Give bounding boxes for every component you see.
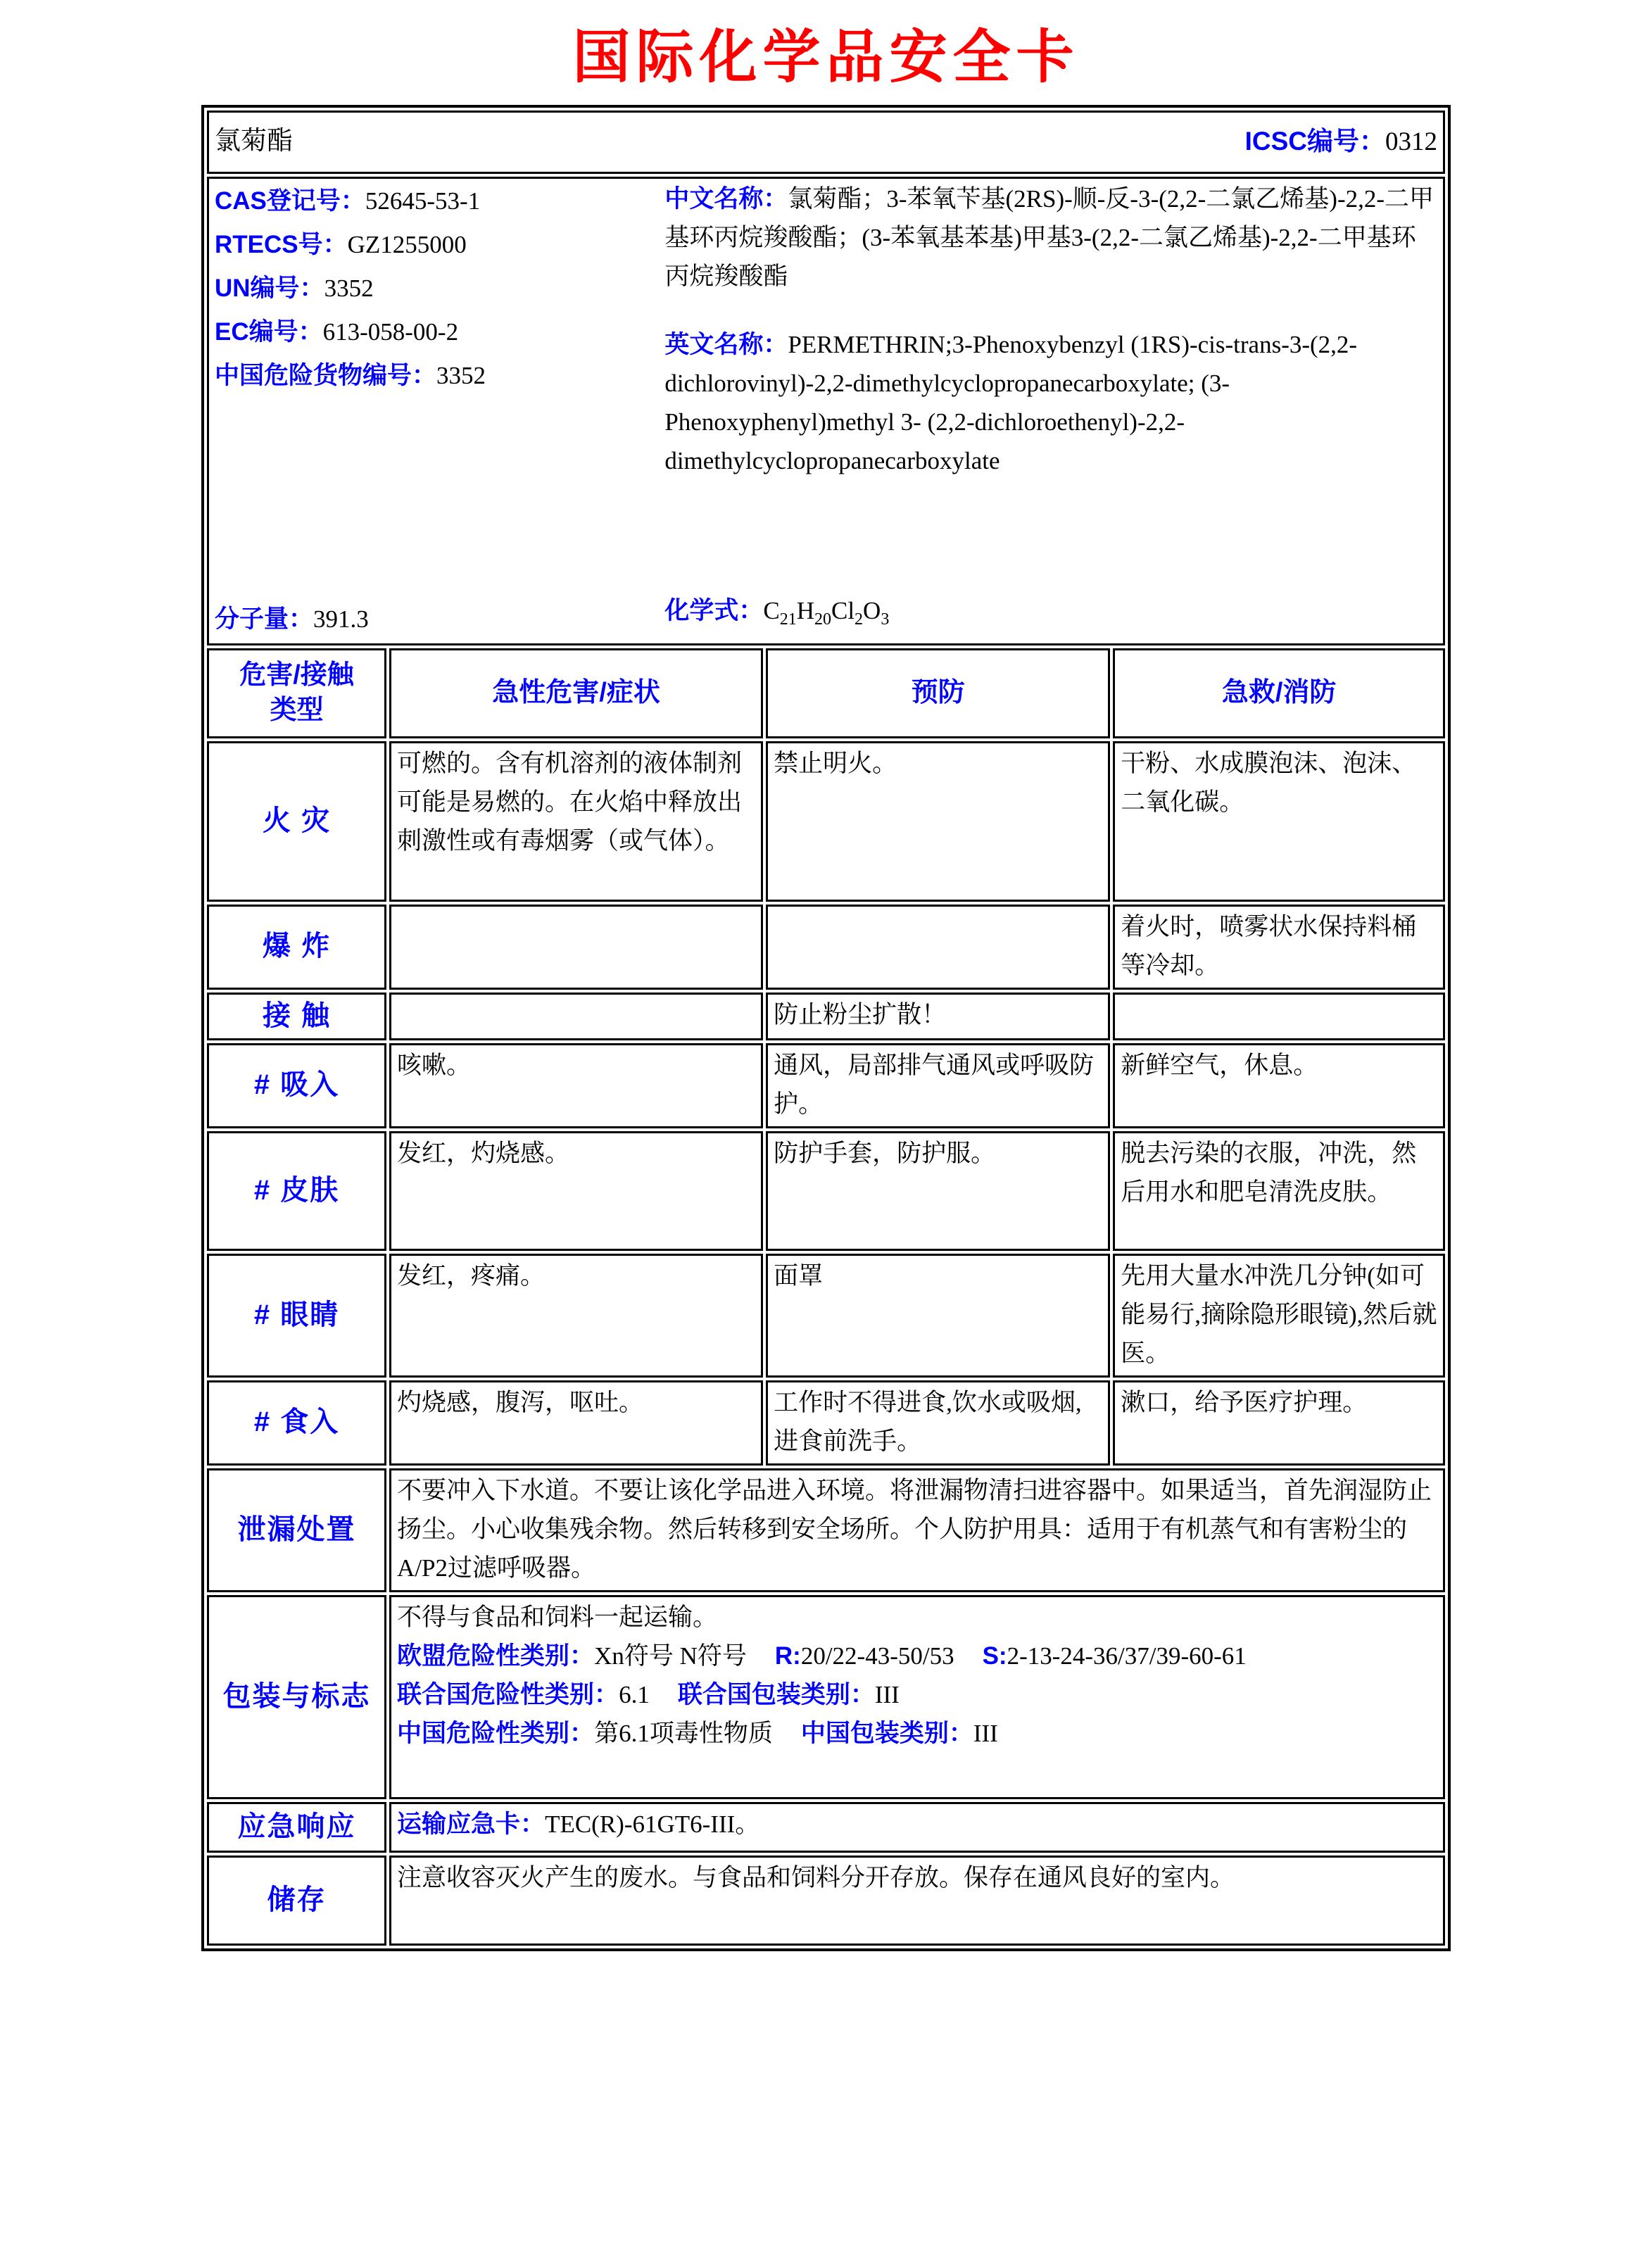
s-phrases-label: S: <box>982 1642 1007 1670</box>
chemical-formula-line <box>664 590 1437 641</box>
inhalation-prevention: 通风，局部排气通风或呼吸防护。 <box>766 1043 1110 1128</box>
eyes-label: # 眼睛 <box>207 1254 386 1378</box>
ingestion-symptoms: 灼烧感，腹泻，呕吐。 <box>389 1380 763 1466</box>
cas-label: CAS登记号： <box>215 187 365 215</box>
cas-value: 52645-53-1 <box>365 187 481 215</box>
hazard-row-ingestion <box>207 1380 1445 1466</box>
rtecs-value: GZ1255000 <box>347 231 467 258</box>
names-block <box>664 179 1437 641</box>
hazard-type-header: 危害/接触 类型 <box>207 648 386 738</box>
skin-first-aid: 脱去污染的衣服，冲洗，然后用水和肥皂清洗皮肤。 <box>1113 1131 1445 1251</box>
skin-label: # 皮肤 <box>207 1131 386 1251</box>
china-hazard-class-value: 第6.1项毒性物质 <box>594 1720 773 1747</box>
un-value: 3352 <box>324 275 374 302</box>
china-dg-label: 中国危险货物编号： <box>215 362 437 389</box>
china-packing-group-label: 中国包装类别： <box>800 1720 973 1747</box>
spill-disposal-label: 泄漏处置 <box>207 1468 386 1592</box>
skin-symptoms: 发红，灼烧感。 <box>389 1131 763 1251</box>
ingestion-prevention: 工作时不得进食,饮水或吸烟,进食前洗手。 <box>766 1380 1110 1466</box>
inhalation-first-aid: 新鲜空气，休息。 <box>1113 1043 1445 1128</box>
packaging-content <box>389 1595 1445 1799</box>
china-dg-number-line <box>215 354 655 398</box>
transport-emergency-card-value: TEC(R)-61GT6-III。 <box>545 1810 760 1838</box>
molecular-weight-line <box>215 598 655 641</box>
r-phrases-value: 20/22-43-50/53 <box>800 1642 954 1670</box>
spill-disposal-row <box>207 1468 1445 1592</box>
china-hazard-class-label: 中国危险性类别： <box>397 1720 595 1747</box>
hazard-row-eyes <box>207 1254 1445 1378</box>
s-phrases-value: 2-13-24-36/37/39-60-61 <box>1007 1642 1247 1670</box>
icsc-number <box>1245 122 1437 161</box>
eyes-first-aid: 先用大量水冲洗几分钟(如可能易行,摘除隐形眼镜),然后就医。 <box>1113 1254 1445 1378</box>
ec-number-line <box>215 310 655 354</box>
identifiers-cell <box>207 177 1445 645</box>
icsc-value: 0312 <box>1385 127 1437 156</box>
prevention-header: 预防 <box>766 648 1110 738</box>
un-classification-line <box>397 1675 1437 1714</box>
un-packing-group-value: III <box>874 1681 900 1708</box>
skin-prevention: 防护手套，防护服。 <box>766 1131 1110 1251</box>
ingestion-label: # 食入 <box>207 1380 386 1466</box>
ec-label: EC编号： <box>215 318 323 346</box>
inhalation-label: # 吸入 <box>207 1043 386 1128</box>
page-title: 国际化学品安全卡 <box>572 25 1080 89</box>
header-cell <box>207 111 1445 174</box>
explosion-prevention <box>766 905 1110 990</box>
header-row <box>207 111 1445 174</box>
hazard-row-exposure <box>207 993 1445 1040</box>
english-name-block <box>664 325 1437 480</box>
storage-row <box>207 1856 1445 1946</box>
eu-classification-line <box>397 1637 1437 1675</box>
rtecs-label: RTECS号： <box>215 231 348 258</box>
un-number-line <box>215 267 655 310</box>
hazard-row-skin <box>207 1131 1445 1251</box>
english-name-label: 英文名称： <box>664 331 788 358</box>
china-packing-group-value: III <box>973 1720 998 1747</box>
emergency-response-label: 应急响应 <box>207 1802 386 1853</box>
english-name-value: PERMETHRIN;3-Phenoxybenzyl (1RS)-cis-trans-3-(2,2-dichlorovinyl)-2,2-dimethylcyclopropanecarboxylate; (3-Phenoxyphenyl)methyl 3- (2,2-dichloroethenyl)-2,2-dimethylcyclopropanecarboxylate <box>664 331 1358 474</box>
formula-label: 化学式： <box>664 597 764 624</box>
explosion-first-aid: 着火时，喷雾状水保持料桶等冷却。 <box>1113 905 1445 990</box>
eu-class-value: Xn符号 N符号 <box>594 1642 747 1670</box>
packaging-label: 包装与标志 <box>207 1595 386 1799</box>
exposure-first-aid <box>1113 993 1445 1040</box>
un-hazard-class-label: 联合国危险性类别： <box>397 1681 619 1708</box>
chemical-name: 氯菊酯 <box>215 127 293 156</box>
r-phrases-label: R: <box>774 1642 801 1670</box>
fire-first-aid: 干粉、水成膜泡沫、泡沫、二氧化碳。 <box>1113 741 1445 902</box>
hazard-row-explosion <box>207 905 1445 990</box>
exposure-label: 接 触 <box>207 993 386 1040</box>
un-label: UN编号： <box>215 275 324 302</box>
fire-symptoms: 可燃的。含有机溶剂的液体制剂可能是易燃的。在火焰中释放出刺激性或有毒烟雾（或气体）。 <box>389 741 763 902</box>
eyes-prevention: 面罩 <box>766 1254 1110 1378</box>
page <box>0 11 1652 2249</box>
chinese-name-value: 氯菊酯；3-苯氧苄基(2RS)-顺-反-3-(2,2-二氯乙烯基)-2,2-二甲基环丙烷羧酸酯；(3-苯氧基苯基)甲基3-(2,2-二氯乙烯基)-2,2-二甲基环丙烷羧酸酯 <box>664 185 1435 290</box>
chinese-name-block <box>664 179 1437 296</box>
molecular-weight-label: 分子量： <box>215 605 314 633</box>
safety-card-table <box>201 105 1451 1951</box>
exposure-symptoms <box>389 993 763 1040</box>
packaging-row <box>207 1595 1445 1799</box>
fire-label: 火 灾 <box>207 741 386 902</box>
transport-emergency-card-label: 运输应急卡： <box>397 1810 546 1838</box>
symptoms-header: 急性危害/症状 <box>389 648 763 738</box>
cas-number-line <box>215 179 655 223</box>
exposure-prevention: 防止粉尘扩散！ <box>766 993 1110 1040</box>
formula-value: $C_{21}H_{20}Cl_2O_3$ <box>763 597 890 629</box>
storage-label: 储存 <box>207 1856 386 1946</box>
identifiers-row <box>207 177 1445 645</box>
china-classification-line <box>397 1714 1437 1753</box>
chinese-name-label: 中文名称： <box>664 185 788 213</box>
molecular-weight-value: 391.3 <box>313 605 369 633</box>
hazard-row-inhalation <box>207 1043 1445 1128</box>
hazard-row-fire <box>207 741 1445 902</box>
identifier-list <box>215 179 655 641</box>
storage-text: 注意收容灭火产生的废水。与食品和饲料分开存放。保存在通风良好的室内。 <box>389 1856 1445 1946</box>
explosion-label: 爆 炸 <box>207 905 386 990</box>
ec-value: 613-058-00-2 <box>322 318 459 346</box>
rtecs-number-line <box>215 223 655 267</box>
explosion-symptoms <box>389 905 763 990</box>
emergency-response-content <box>389 1802 1445 1853</box>
un-packing-group-label: 联合国包装类别： <box>677 1681 875 1708</box>
inhalation-symptoms: 咳嗽。 <box>389 1043 763 1128</box>
eu-class-label: 欧盟危险性类别： <box>397 1642 595 1670</box>
emergency-response-row <box>207 1802 1445 1853</box>
hazard-header-row <box>207 648 1445 738</box>
spill-disposal-text: 不要冲入下水道。不要让该化学品进入环境。将泄漏物清扫进容器中。如果适当，首先润湿防止扬尘。小心收集残余物。然后转移到安全场所。个人防护用具：适用于有机蒸气和有害粉尘的A/P2过滤呼吸器。 <box>389 1468 1445 1592</box>
packaging-transport-note: 不得与食品和饲料一起运输。 <box>397 1604 718 1631</box>
fire-prevention: 禁止明火。 <box>766 741 1110 902</box>
eyes-symptoms: 发红，疼痛。 <box>389 1254 763 1378</box>
un-hazard-class-value: 6.1 <box>619 1681 650 1708</box>
ingestion-first-aid: 漱口，给予医疗护理。 <box>1113 1380 1445 1466</box>
icsc-label: ICSC编号： <box>1244 126 1385 156</box>
china-dg-value: 3352 <box>436 362 486 389</box>
first-aid-header: 急救/消防 <box>1113 648 1445 738</box>
